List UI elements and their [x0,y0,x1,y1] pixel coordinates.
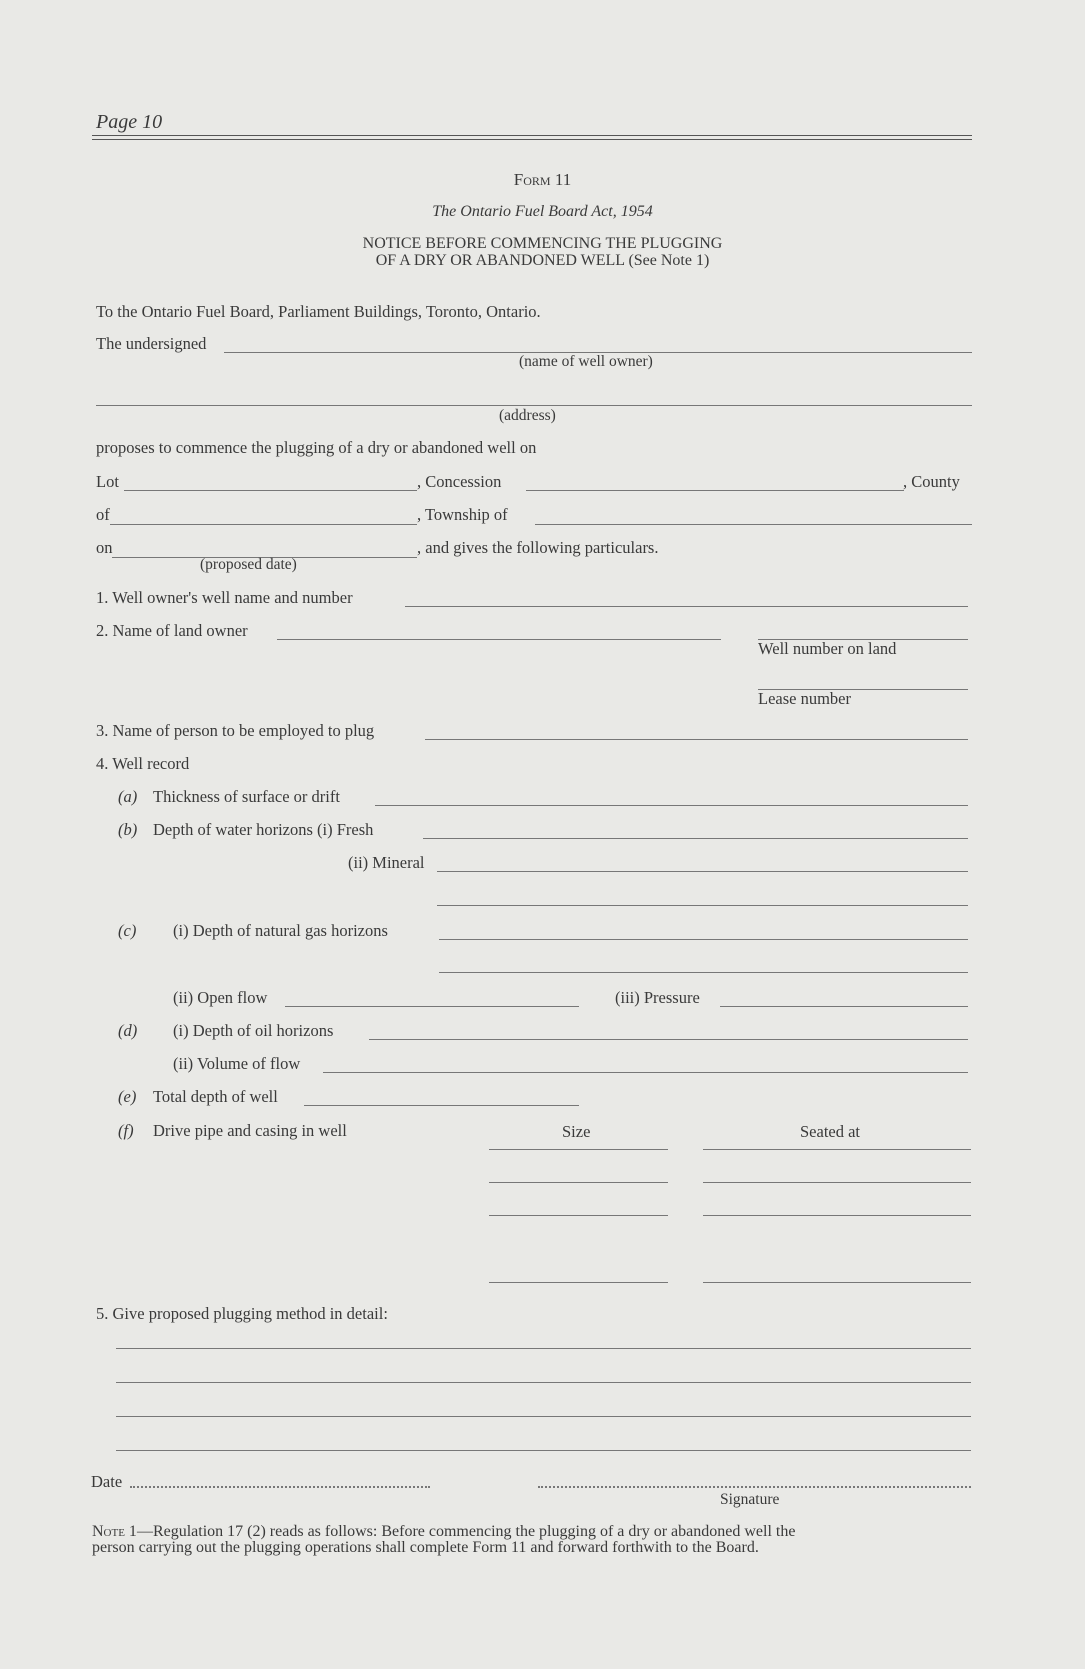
casing-seated-field-4[interactable] [703,1282,971,1283]
q5-label: 5. Give proposed plugging method in detail: [96,1304,388,1323]
form-title-line-1: NOTICE BEFORE COMMENCING THE PLUGGING [362,235,723,252]
township-label: , Township of [417,505,508,524]
b-mineral-label: (ii) Mineral [348,853,425,872]
note-1-line-1 [92,1524,795,1540]
date-label: Date [91,1472,123,1491]
casing-size-field-3[interactable] [489,1215,668,1216]
act-title: The Ontario Fuel Board Act, 1954 [432,203,653,220]
q3-label: 3. Name of person to be employed to plug [96,721,375,740]
volume-of-flow-field[interactable] [323,1072,968,1073]
d-i-text: (i) Depth of oil horizons [173,1021,334,1040]
casing-seated-field-2[interactable] [703,1182,971,1183]
b-text: Depth of water horizons (i) Fresh [153,820,374,839]
c-label: (c) [118,921,137,940]
lot-field[interactable] [124,490,417,491]
casing-size-field-4[interactable] [489,1282,668,1283]
casing-seated-field-1[interactable] [703,1149,971,1150]
f-label: (f) [118,1121,134,1140]
lot-label: Lot [96,472,119,491]
casing-size-field-1[interactable] [489,1149,668,1150]
well-name-number-field[interactable] [405,606,968,607]
addressee: To the Ontario Fuel Board, Parliament Buildings, Toronto, Ontario. [96,302,541,321]
signature-caption: Signature [720,1491,780,1508]
note-label: Note 1 [92,1523,137,1540]
undersigned-label: The undersigned [96,334,207,353]
oil-horizons-field[interactable] [369,1039,968,1040]
note-1-line-2: person carrying out the plugging operations shall complete Form 11 and forward forthwith to the Board. [92,1539,759,1556]
gas-horizons-field[interactable] [439,939,968,940]
a-label: (a) [118,787,138,806]
seated-at-header: Seated at [800,1122,861,1141]
header-rule-2 [92,139,972,140]
q4-label: 4. Well record [96,754,190,773]
form-number: Form 11 [513,170,572,189]
mineral-water-field-2[interactable] [437,905,968,906]
land-owner-field[interactable] [277,639,721,640]
address-field[interactable] [96,405,972,406]
c-ii-text: (ii) Open flow [173,988,268,1007]
plugging-method-line-3[interactable] [116,1416,971,1417]
particulars-text: , and gives the following particulars. [417,538,659,557]
date-field[interactable] [130,1486,430,1488]
page-label: Page 10 [96,111,163,133]
plugger-name-field[interactable] [425,739,968,740]
signature-field[interactable] [538,1486,971,1488]
c-i-text: (i) Depth of natural gas horizons [173,921,388,940]
f-text: Drive pipe and casing in well [153,1121,347,1140]
owner-caption: (name of well owner) [519,353,653,370]
plugging-method-line-4[interactable] [116,1450,971,1451]
d-ii-text: (ii) Volume of flow [173,1054,301,1073]
concession-field[interactable] [526,490,904,491]
concession-label: , Concession [417,472,502,491]
form-title-line-2: OF A DRY OR ABANDONED WELL (See Note 1) [375,252,710,269]
size-header: Size [562,1122,591,1141]
q2-label: 2. Name of land owner [96,621,248,640]
e-label: (e) [118,1087,137,1106]
b-label: (b) [118,820,138,839]
plugging-method-line-1[interactable] [116,1348,971,1349]
lease-number-label: Lease number [758,689,851,708]
fresh-water-field[interactable] [423,838,968,839]
total-depth-field[interactable] [304,1105,579,1106]
county-name-field[interactable] [110,524,417,525]
of-label: of [96,505,110,524]
proposes-text: proposes to commence the plugging of a dry or abandoned well on [96,438,537,457]
q1-label: 1. Well owner's well name and number [96,588,353,607]
township-field[interactable] [535,524,972,525]
open-flow-field[interactable] [285,1006,579,1007]
casing-size-field-2[interactable] [489,1182,668,1183]
address-caption: (address) [499,407,556,424]
mineral-water-field[interactable] [437,871,968,872]
proposed-date-caption: (proposed date) [200,556,297,573]
surface-drift-field[interactable] [375,805,968,806]
e-text: Total depth of well [153,1087,278,1106]
d-label: (d) [118,1021,138,1040]
a-text: Thickness of surface or drift [153,787,340,806]
gas-horizons-field-2[interactable] [439,972,968,973]
c-iii-text: (iii) Pressure [615,988,700,1007]
casing-seated-field-3[interactable] [703,1215,971,1216]
plugging-method-line-2[interactable] [116,1382,971,1383]
county-label: , County [903,472,960,491]
note-text: —Regulation 17 (2) reads as follows: Before commencing the plugging of a dry or abandoned well the [136,1523,796,1540]
pressure-field[interactable] [720,1006,968,1007]
header-rule-1 [92,135,972,136]
on-label: on [96,538,113,557]
well-number-on-land-label: Well number on land [758,639,897,658]
